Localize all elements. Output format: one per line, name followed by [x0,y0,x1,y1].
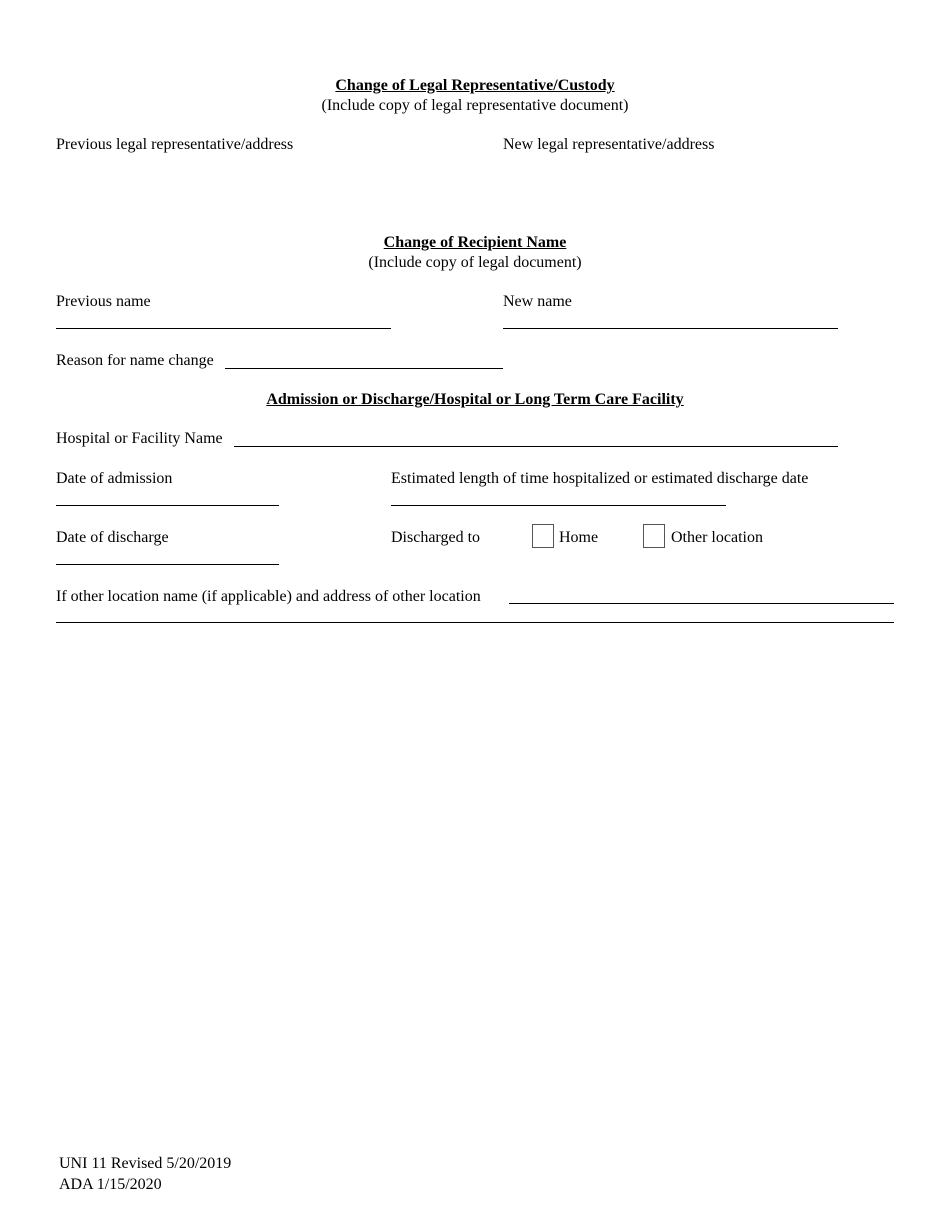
new-name-label: New name [503,293,572,310]
new-legal-rep-label: New legal representative/address [503,136,715,153]
other-location-address-field[interactable] [509,603,894,604]
recipient-name-heading: Change of Recipient Name [383,234,567,251]
facility-name-field[interactable] [234,446,838,447]
other-location-option-label: Other location [671,529,763,546]
estimated-length-field[interactable] [391,505,726,506]
admission-discharge-heading: Admission or Discharge/Hospital or Long Term Care Facility [266,391,684,408]
legal-rep-note: (Include copy of legal representative document) [321,97,629,114]
other-location-address-field-line-2[interactable] [56,622,894,623]
other-location-checkbox[interactable] [643,524,665,548]
revision-note: UNI 11 Revised 5/20/2019 [59,1155,232,1172]
facility-name-label: Hospital or Facility Name [56,430,223,447]
ada-note: ADA 1/15/2020 [59,1176,162,1193]
legal-rep-heading: Change of Legal Representative/Custody [335,77,615,94]
new-name-field[interactable] [503,328,838,329]
discharge-date-field[interactable] [56,564,279,565]
other-location-address-label: If other location name (if applicable) and address of other location [56,588,481,605]
reason-for-name-change-field[interactable] [225,368,503,369]
admission-date-label: Date of admission [56,470,173,487]
home-checkbox[interactable] [532,524,554,548]
previous-name-label: Previous name [56,293,151,310]
previous-name-field[interactable] [56,328,391,329]
discharged-to-label: Discharged to [391,529,481,546]
previous-legal-rep-label: Previous legal representative/address [56,136,294,153]
home-option-label: Home [559,529,599,546]
estimated-length-label: Estimated length of time hospitalized or estimated discharge date [391,470,809,487]
admission-date-field[interactable] [56,505,279,506]
discharge-date-label: Date of discharge [56,529,169,546]
recipient-name-note: (Include copy of legal document) [368,254,582,271]
reason-for-name-change-label: Reason for name change [56,352,214,369]
